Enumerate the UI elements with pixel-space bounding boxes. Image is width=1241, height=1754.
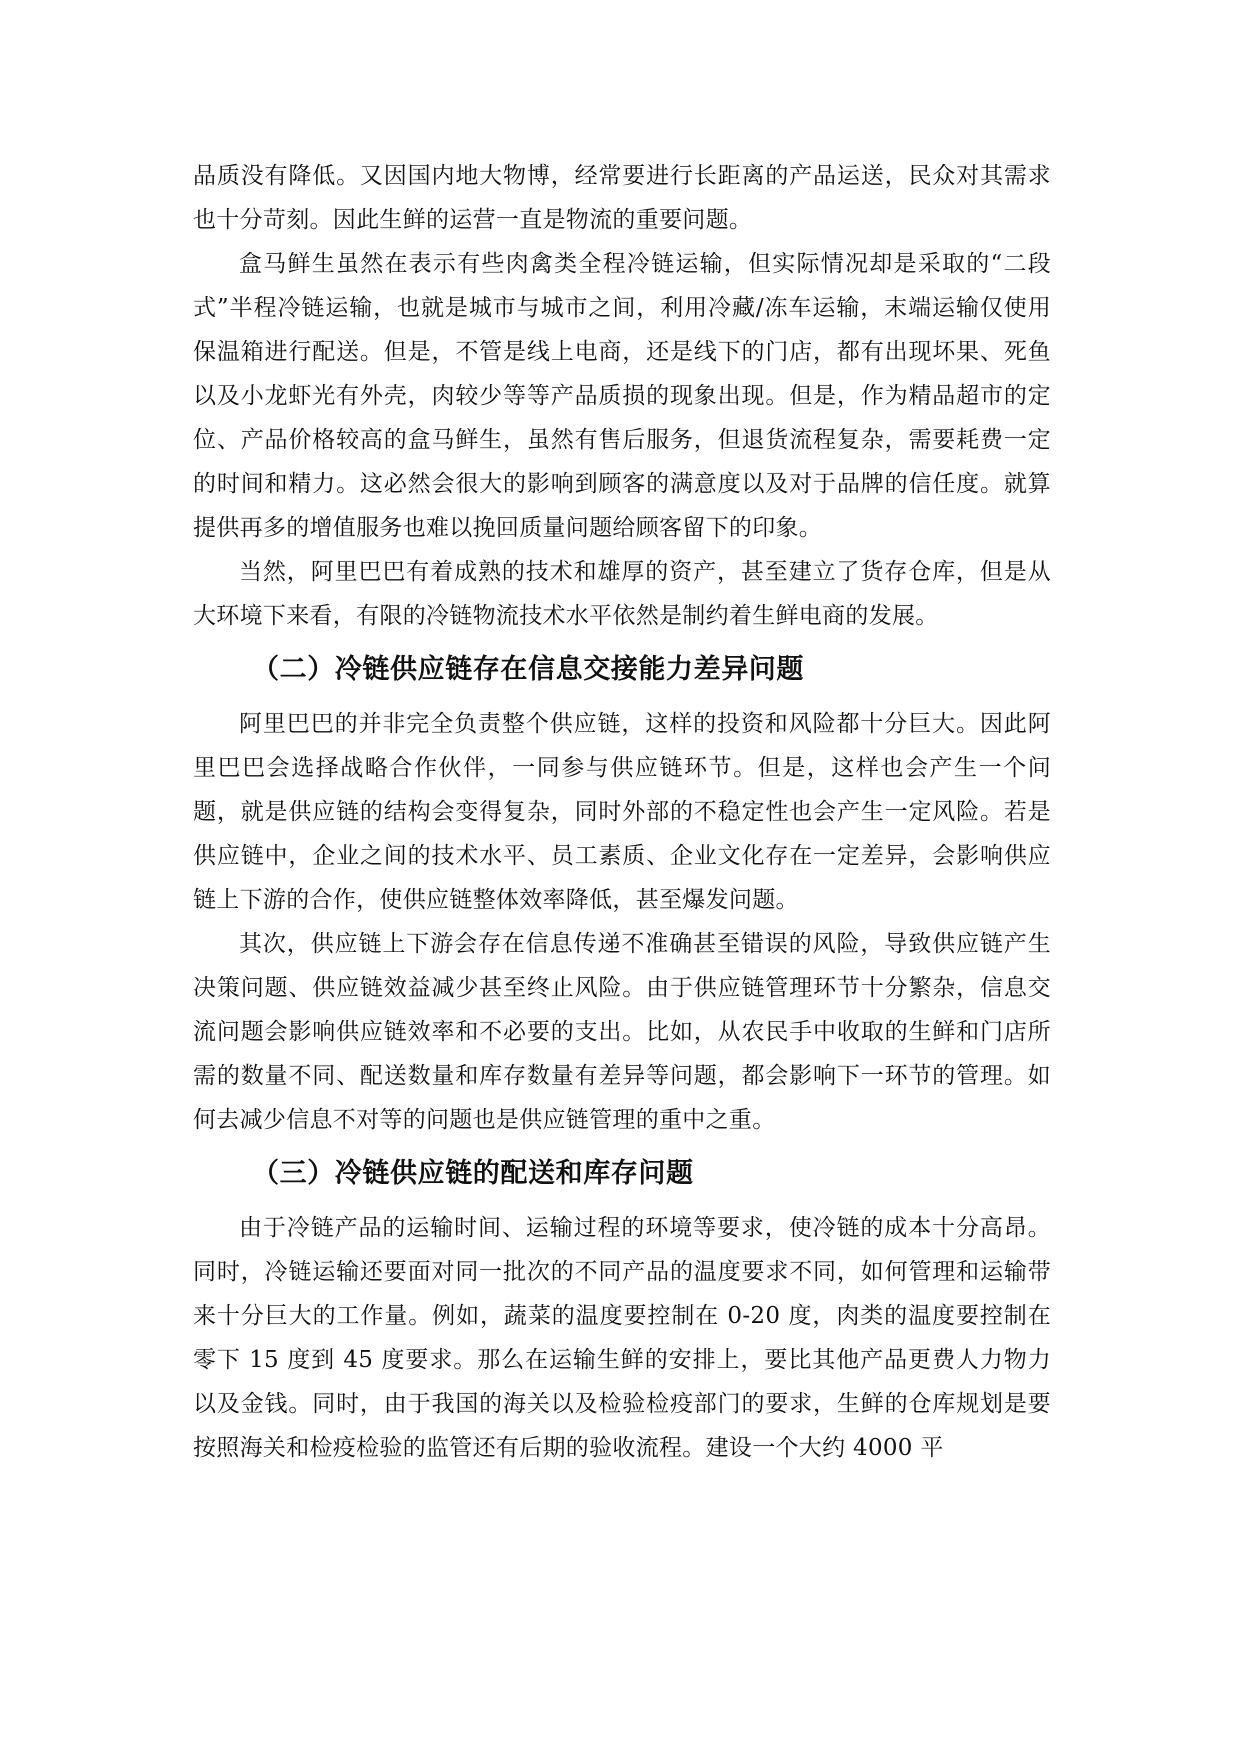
section-heading-information-exchange: （二）冷链供应链存在信息交接能力差异问题 — [252, 654, 804, 685]
paragraph-alibaba-technology: 当然，阿里巴巴有着成熟的技术和雄厚的资产，甚至建立了货存仓库，但是从大环境下来看，有限的冷链物流技术水平依然是制约着生鲜电商的发展。 — [193, 559, 1051, 629]
section-heading-distribution-inventory: （三）冷链供应链的配送和库存问题 — [252, 1158, 694, 1189]
paragraph-information-risk: 其次，供应链上下游会存在信息传递不准确甚至错误的风险，导致供应链产生决策问题、供应链效益减少甚至终止风险。由于供应链管理环节十分繁杂，信息交流问题会影响供应链效率和不必要的支出。比如，从农民手中收取的生鲜和门店所需的数量不同、配送数量和库存数量有差异等问题，都会影响下一环节的管理。如何去减少信息不对等的问题也是供应链管理的重中之重。 — [193, 931, 1051, 1133]
paragraph-hema-cold-chain: 盒马鲜生虽然在表示有些肉禽类全程冷链运输，但实际情况却是采取的“二段式”半程冷链运输，也就是城市与城市之间，利用冷藏/冻车运输，末端运输仅使用保温箱进行配送。但是，不管是线上电商，还是线下的门店，都有出现坏果、死鱼以及小龙虾光有外壳，肉较少等等产品质损的现象出现。但是，作为精品超市的定位、产品价格较高的盒马鲜生，虽然有售后服务，但退货流程复杂，需要耗费一定的时间和精力。这必然会很大的影响到顾客的满意度以及对于品牌的信任度。就算提供再多的增值服务也难以挽回质量问题给顾客留下的印象。 — [193, 251, 1051, 541]
paragraph-cold-chain-cost: 由于冷链产品的运输时间、运输过程的环境等要求，使冷链的成本十分高昂。同时，冷链运输还要面对同一批次的不同产品的温度要求不同，如何管理和运输带来十分巨大的工作量。例如，蔬菜的温度要控制在 0-20 度，肉类的温度要控制在零下 15 度到 45 度要求。那么在运输生鲜的安排上，要比其他产品更费人力物力以及金钱。同时，由于我国的海关以及检验检疫部门的要求，生鲜的仓库规划是要按照海关和检疫检验的监管还有后期的验收流程。建设一个大约 4000 平 — [193, 1215, 1051, 1461]
document-body — [193, 154, 1051, 1470]
paragraph-continuation: 品质没有降低。又因国内地大物博，经常要进行长距离的产品运送，民众对其需求也十分苛刻。因此生鲜的运营一直是物流的重要问题。 — [193, 163, 1051, 233]
paragraph-supply-chain-partners: 阿里巴巴的并非完全负责整个供应链，这样的投资和风险都十分巨大。因此阿里巴巴会选择战略合作伙伴，一同参与供应链环节。但是，这样也会产生一个问题，就是供应链的结构会变得复杂，同时外部的不稳定性也会产生一定风险。若是供应链中，企业之间的技术水平、员工素质、企业文化存在一定差异，会影响供应链上下游的合作，使供应链整体效率降低，甚至爆发问题。 — [193, 711, 1051, 913]
